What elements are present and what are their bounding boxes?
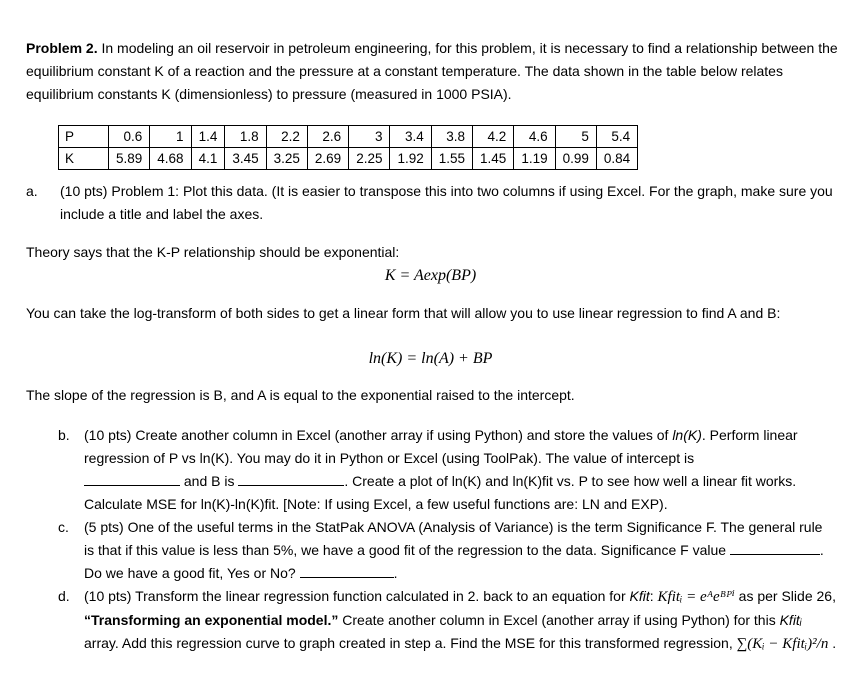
significance-f-blank[interactable] <box>730 541 820 555</box>
b-value-blank[interactable] <box>238 472 344 486</box>
logtransform-text: You can take the log-transform of both sides to get a linear form that will allow you to use linear regression to find A and B: <box>26 305 781 321</box>
part-d-text-1: (10 pts) Transform the linear regression function calculated in 2. back to an equation for <box>84 588 630 604</box>
table-row <box>59 148 638 170</box>
kfit-formula: Kfitᵢ = eᴬeᴮᴾⁱ <box>657 589 735 605</box>
slope-text: The slope of the regression is B, and A is equal to the exponential raised to the intercept. <box>26 387 575 403</box>
part-d-bold: “Transforming an exponential model.” <box>84 612 339 628</box>
mse-formula: ∑(Kᵢ − Kfitᵢ)²/n <box>736 636 829 652</box>
table-cell: 2.2 <box>266 126 307 148</box>
table-row <box>59 126 638 148</box>
part-d-text-3: as per Slide 26, <box>734 588 836 604</box>
row-header: K <box>59 148 109 170</box>
table-cell: 4.68 <box>150 148 191 170</box>
problem-intro <box>26 37 838 106</box>
table-cell: 5.89 <box>109 148 150 170</box>
table-cell: 3.8 <box>431 126 472 148</box>
part-b-marker: b. <box>58 427 70 443</box>
part-c-text-1: (5 pts) One of the useful terms in the StatPak ANOVA (Analysis of Variance) is the term Significance F. The general rule is that if this value is less than 5%, we have a good fit of the regression to the data. Significance F value <box>84 519 823 558</box>
part-b-text-2: . Perform linear regression of P vs ln(K). You may do it in Python or Excel (using ToolPak). The value of intercept is <box>84 427 798 466</box>
table-cell: 3.45 <box>225 148 266 170</box>
data-table <box>58 125 638 170</box>
good-fit-blank[interactable] <box>300 564 394 578</box>
part-c-text-2: . Do we have a good fit, Yes or No? <box>84 542 824 581</box>
part-d-text-4: Create another column in Excel (another array if using Python) for this <box>338 612 780 628</box>
table-cell: 4.2 <box>473 126 514 148</box>
part-b-text-1: (10 pts) Create another column in Excel (another array if using Python) and store the values of <box>84 427 673 443</box>
part-d-marker: d. <box>58 588 70 604</box>
table-cell: 3.4 <box>390 126 431 148</box>
table-cell: 1.92 <box>390 148 431 170</box>
table-cell: 5 <box>555 126 596 148</box>
part-d-ital-2: Kfitᵢ <box>779 612 802 628</box>
theory-text: Theory says that the K-P relationship should be exponential: <box>26 244 400 260</box>
part-d-text <box>84 585 840 656</box>
log-equation: ln(K) = ln(A) + BP <box>368 350 493 367</box>
part-c-text-3: . <box>393 565 398 581</box>
table-cell: 3 <box>349 126 390 148</box>
part-d-text-5: array. Add this regression curve to graph created in step a. Find the MSE for this transformed regression, <box>84 635 737 651</box>
table-cell: 2.6 <box>307 126 348 148</box>
part-b-ital: ln(K) <box>672 427 702 443</box>
table-cell: 1.8 <box>225 126 266 148</box>
table-cell: 2.25 <box>349 148 390 170</box>
exponential-equation: K = Aexp(BP) <box>384 267 477 284</box>
part-b-text <box>84 424 836 516</box>
table-cell: 1.45 <box>473 148 514 170</box>
part-a-text: (10 pts) Problem 1: Plot this data. (It is easier to transpose this into two columns if using Excel. For the graph, make sure you include a title and label the axes. <box>60 183 833 222</box>
table-cell: 1.55 <box>431 148 472 170</box>
table-cell: 0.6 <box>109 126 150 148</box>
table-cell: 1.4 <box>191 126 225 148</box>
table-cell: 1.19 <box>514 148 555 170</box>
table-cell: 4.6 <box>514 126 555 148</box>
intercept-blank[interactable] <box>84 472 180 486</box>
table-cell: 0.99 <box>555 148 596 170</box>
part-d-ital-1: Kfit <box>629 588 650 604</box>
table-cell: 3.25 <box>266 148 307 170</box>
part-b-text-4: . Create a plot of ln(K) and ln(K)fit vs. P to see how well a linear fit works. Calculate MSE for ln(K)-ln(K)fit. [Note: If using Excel, a few useful functions are: LN and EXP). <box>84 473 797 512</box>
part-d-text-6: . <box>828 635 837 651</box>
table-cell: 4.1 <box>191 148 225 170</box>
part-b-text-3: and B is <box>180 473 239 489</box>
table-cell: 1 <box>150 126 191 148</box>
part-d-text-2: : <box>649 588 658 604</box>
table-cell: 5.4 <box>596 126 637 148</box>
part-c-text <box>84 516 836 585</box>
part-c-marker: c. <box>58 519 69 535</box>
problem-intro-text: In modeling an oil reservoir in petroleum engineering, for this problem, it is necessary to find a relationship between the equilibrium constant K of a reaction and the pressure at a constant temperature. The data shown in the table below relates equilibrium constants K (dimensionless) to pressure (measured in 1000 PSIA). <box>26 40 838 102</box>
row-header: P <box>59 126 109 148</box>
table-cell: 0.84 <box>596 148 637 170</box>
part-a-marker: a. <box>26 183 38 199</box>
table-cell: 2.69 <box>307 148 348 170</box>
problem-label: Problem 2. <box>26 40 98 56</box>
